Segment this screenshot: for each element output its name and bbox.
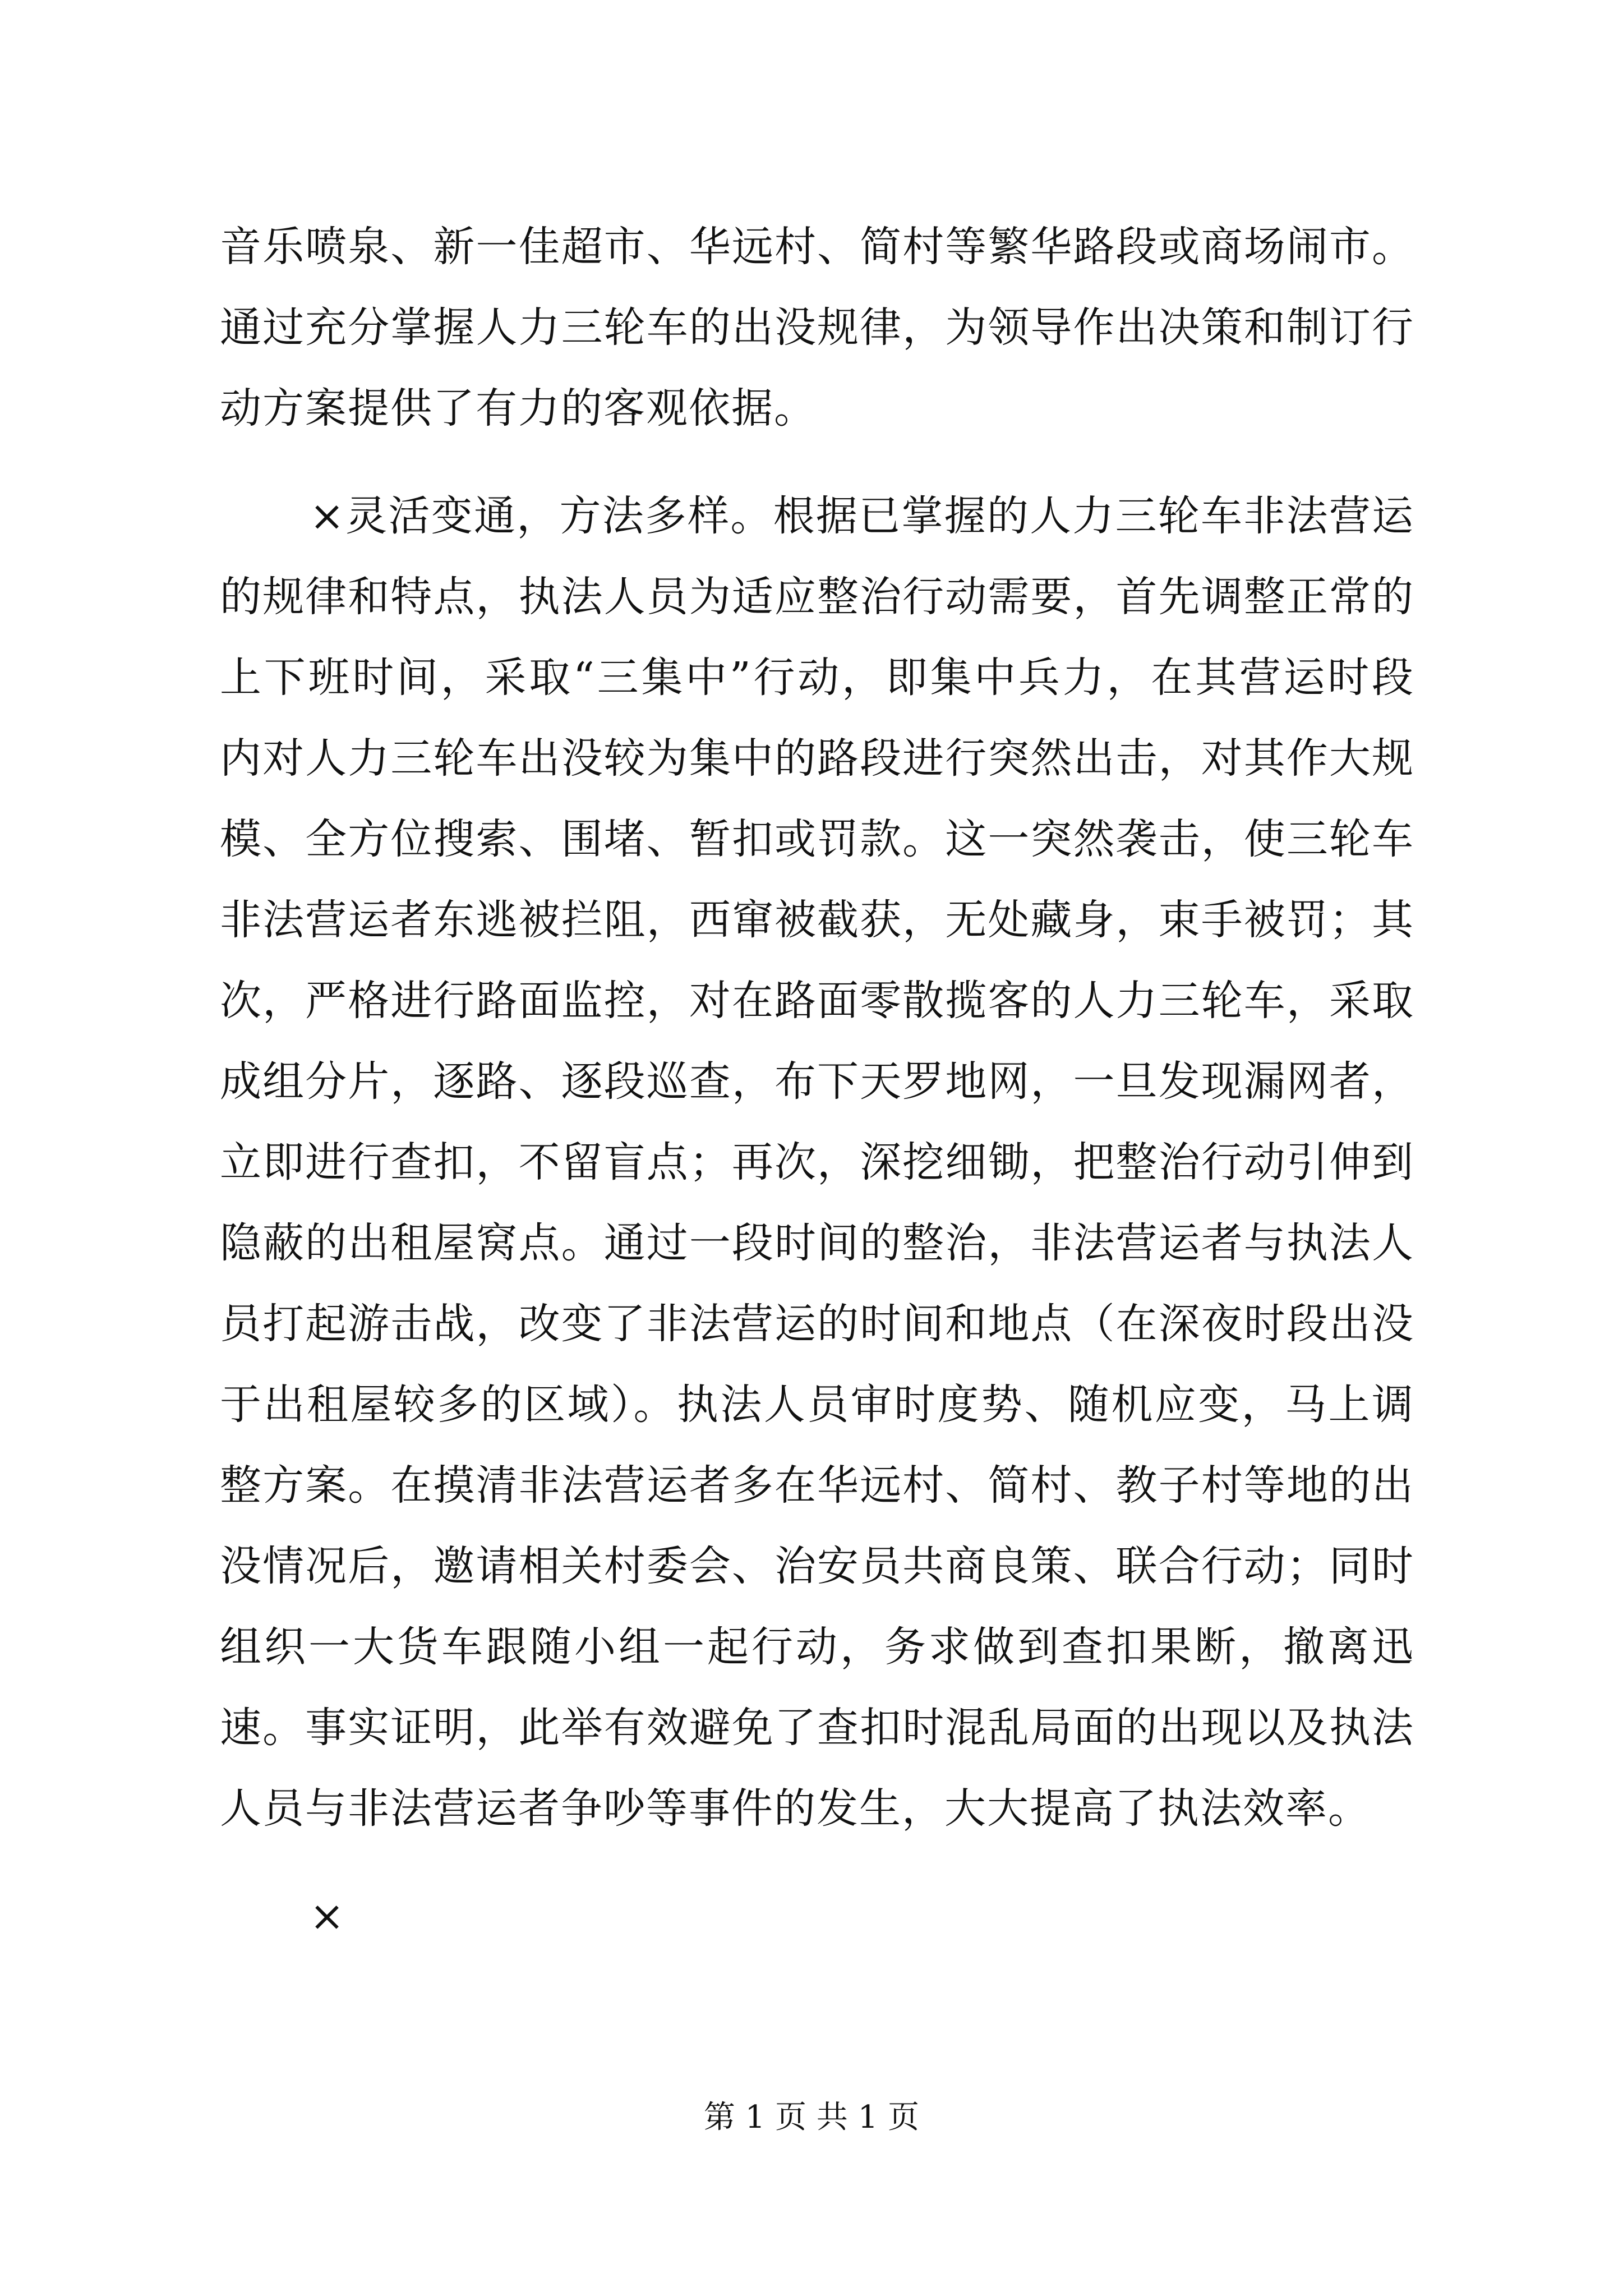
paragraph-continuation: 音乐喷泉、新一佳超市、华远村、简村等繁华路段或商场闹市。通过充分掌握人力三轮车的出没规律，为领导作出决策和制订行动方案提供了有力的客观依据。: [220, 223, 1414, 432]
document-body: [220, 206, 1414, 1957]
paragraph-marker: ×: [310, 1892, 346, 1940]
page-number-footer: 第 1 页 共 1 页: [703, 2099, 920, 2136]
paragraph-flexible-methods: ×灵活变通，方法多样。根据已掌握的人力三轮车非法营运的规律和特点，执法人员为适应整治行动需要，首先调整正常的上下班时间，采取“三集中”行动，即集中兵力，在其营运时段内对人力三轮车出没较为集中的路段进行突然出击，对其作大规模、全方位搜索、围堵、暂扣或罚款。这一突然袭击，使三轮车非法营运者东逃被拦阻，西窜被截获，无处藏身，束手被罚；其次，严格进行路面监控，对在路面零散揽客的人力三轮车，采取成组分片，逐路、逐段巡查，布下天罗地网，一旦发现漏网者，立即进行查扣，不留盲点；再次，深挖细锄，把整治行动引伸到隐蔽的出租屋窝点。通过一段时间的整治，非法营运者与执法人员打起游击战，改变了非法营运的时间和地点（在深夜时段出没于出租屋较多的区域）。执法人员审时度势、随机应变，马上调整方案。在摸清非法营运者多在华远村、简村、教子村等地的出没情况后，邀请相关村委会、治安员共商良策、联合行动；同时组织一大货车跟随小组一起行动，务求做到查扣果断，撤离迅速。事实证明，此举有效避免了查扣时混乱局面的出现以及执法人员与非法营运者争吵等事件的发生，大大提高了执法效率。: [220, 492, 1414, 1833]
